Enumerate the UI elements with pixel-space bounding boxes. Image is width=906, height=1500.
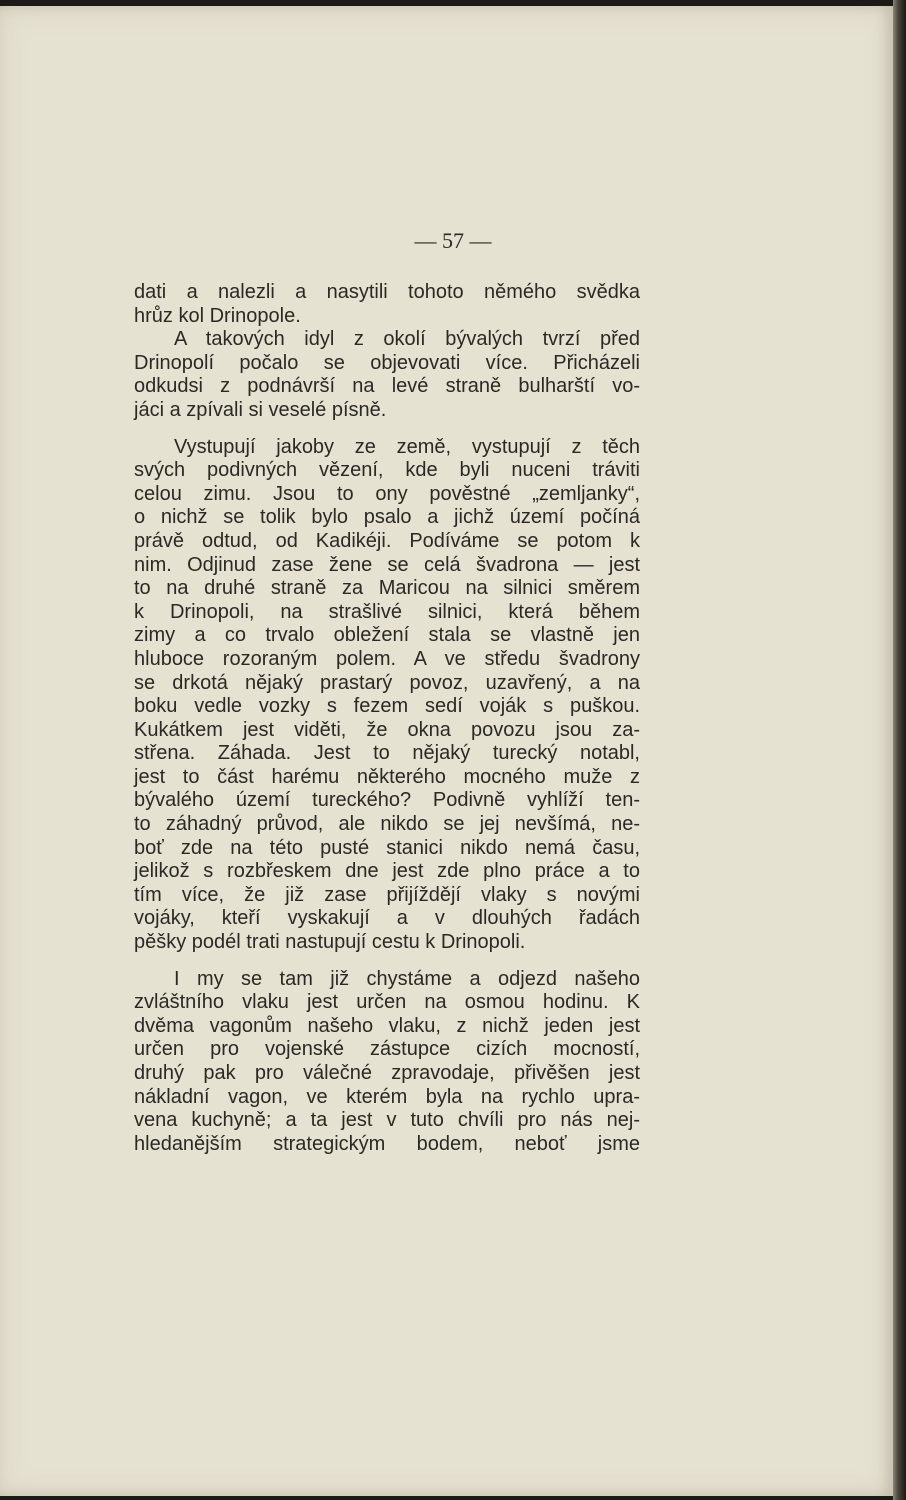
paragraph-2 [134, 328, 640, 422]
page-edge [893, 0, 906, 1500]
text-line: to na druhé straně za Maricou na silnici směrem [134, 577, 640, 600]
text-line: Drinopolí počalo se objevovati více. Přicházeli [134, 351, 640, 374]
text-line: jáci a zpívali si veselé písně. [134, 398, 387, 421]
text-line: právě odtud, od Kadikéji. Podíváme se potom k [134, 529, 640, 552]
text-line: jest to část harému některého mocného muže z [134, 765, 640, 788]
text-line: určen pro vojenské zástupce cizích mocností, [134, 1038, 640, 1061]
paragraph-3 [134, 436, 640, 955]
text-line: boku vedle vozky s fezem sedí voják s puškou. [134, 695, 640, 718]
text-line: vena kuchyně; a ta jest v tuto chvíli pro nás nej- [134, 1109, 640, 1132]
text-line: svých podivných vězení, kde byli nuceni tráviti [134, 459, 640, 482]
text-line: vojáky, kteří vyskakují a v dlouhých řadách [134, 907, 640, 930]
text-line: jelikož s rozbřeskem dne jest zde plno práce a to [134, 860, 640, 883]
text-line: se drkotá nějaký prastarý povoz, uzavřený, a na [134, 671, 640, 694]
text-line: zvláštního vlaku jest určen na osmou hodinu. K [134, 991, 640, 1014]
text-line: odkudsi z podnávrší na levé straně bulharští vo- [134, 375, 640, 398]
text-line: I my se tam již chystáme a odjezd našeho [174, 967, 640, 990]
text-line: hrůz kol Drinopole. [134, 304, 301, 327]
text-line: zimy a co trvalo obležení stala se vlastně jen [134, 624, 640, 647]
text-line: to záhadný průvod, ale nikdo se jej nevšímá, ne- [134, 813, 640, 836]
text-line: boť zde na této pusté stanici nikdo nemá času, [134, 836, 640, 859]
paragraph-1 [134, 281, 640, 328]
page-number: — 57 — [414, 228, 492, 253]
text-line: nim. Odjinud zase žene se celá švadrona — jest [134, 553, 640, 576]
text-line: střena. Záhada. Jest to nějaký turecký notabl, [134, 742, 640, 765]
text-line: hluboce rozoraným polem. A ve středu švadrony [134, 647, 640, 670]
text-line: dati a nalezli a nasytili tohoto němého svědka [134, 281, 640, 303]
text-line: k Drinopoli, na strašlivé silnici, která během [134, 600, 640, 623]
text-line: druhý pak pro válečné zpravodaje, přivěšen jest [134, 1062, 640, 1084]
body-text [134, 281, 640, 1156]
paragraph-4 [134, 968, 640, 1157]
text-line: Kukátkem jest viděti, že okna povozu jsou za- [134, 718, 640, 741]
text-line: Vystupují jakoby ze země, vystupují z těch [174, 435, 640, 458]
text-line: hledanějším strategickým bodem, neboť jsme [134, 1132, 640, 1155]
text-line: A takových idyl z okolí bývalých tvrzí před [174, 328, 640, 351]
text-line: nákladní vagon, ve kterém byla na rychlo upra- [134, 1085, 640, 1108]
text-line: dvěma vagonům našeho vlaku, z nichž jeden jest [134, 1014, 640, 1037]
text-line: celou zimu. Jsou to ony pověstné „zemljanky“, [134, 482, 640, 505]
text-line: o nichž se tolik bylo psalo a jichž území počíná [134, 506, 640, 529]
text-line: bývalého území tureckého? Podivně vyhlíží ten- [134, 789, 640, 812]
text-line: tím více, že již zase přijíždějí vlaky s novými [134, 883, 640, 906]
text-line: pěšky podél trati nastupují cestu k Drinopoli. [134, 931, 526, 954]
